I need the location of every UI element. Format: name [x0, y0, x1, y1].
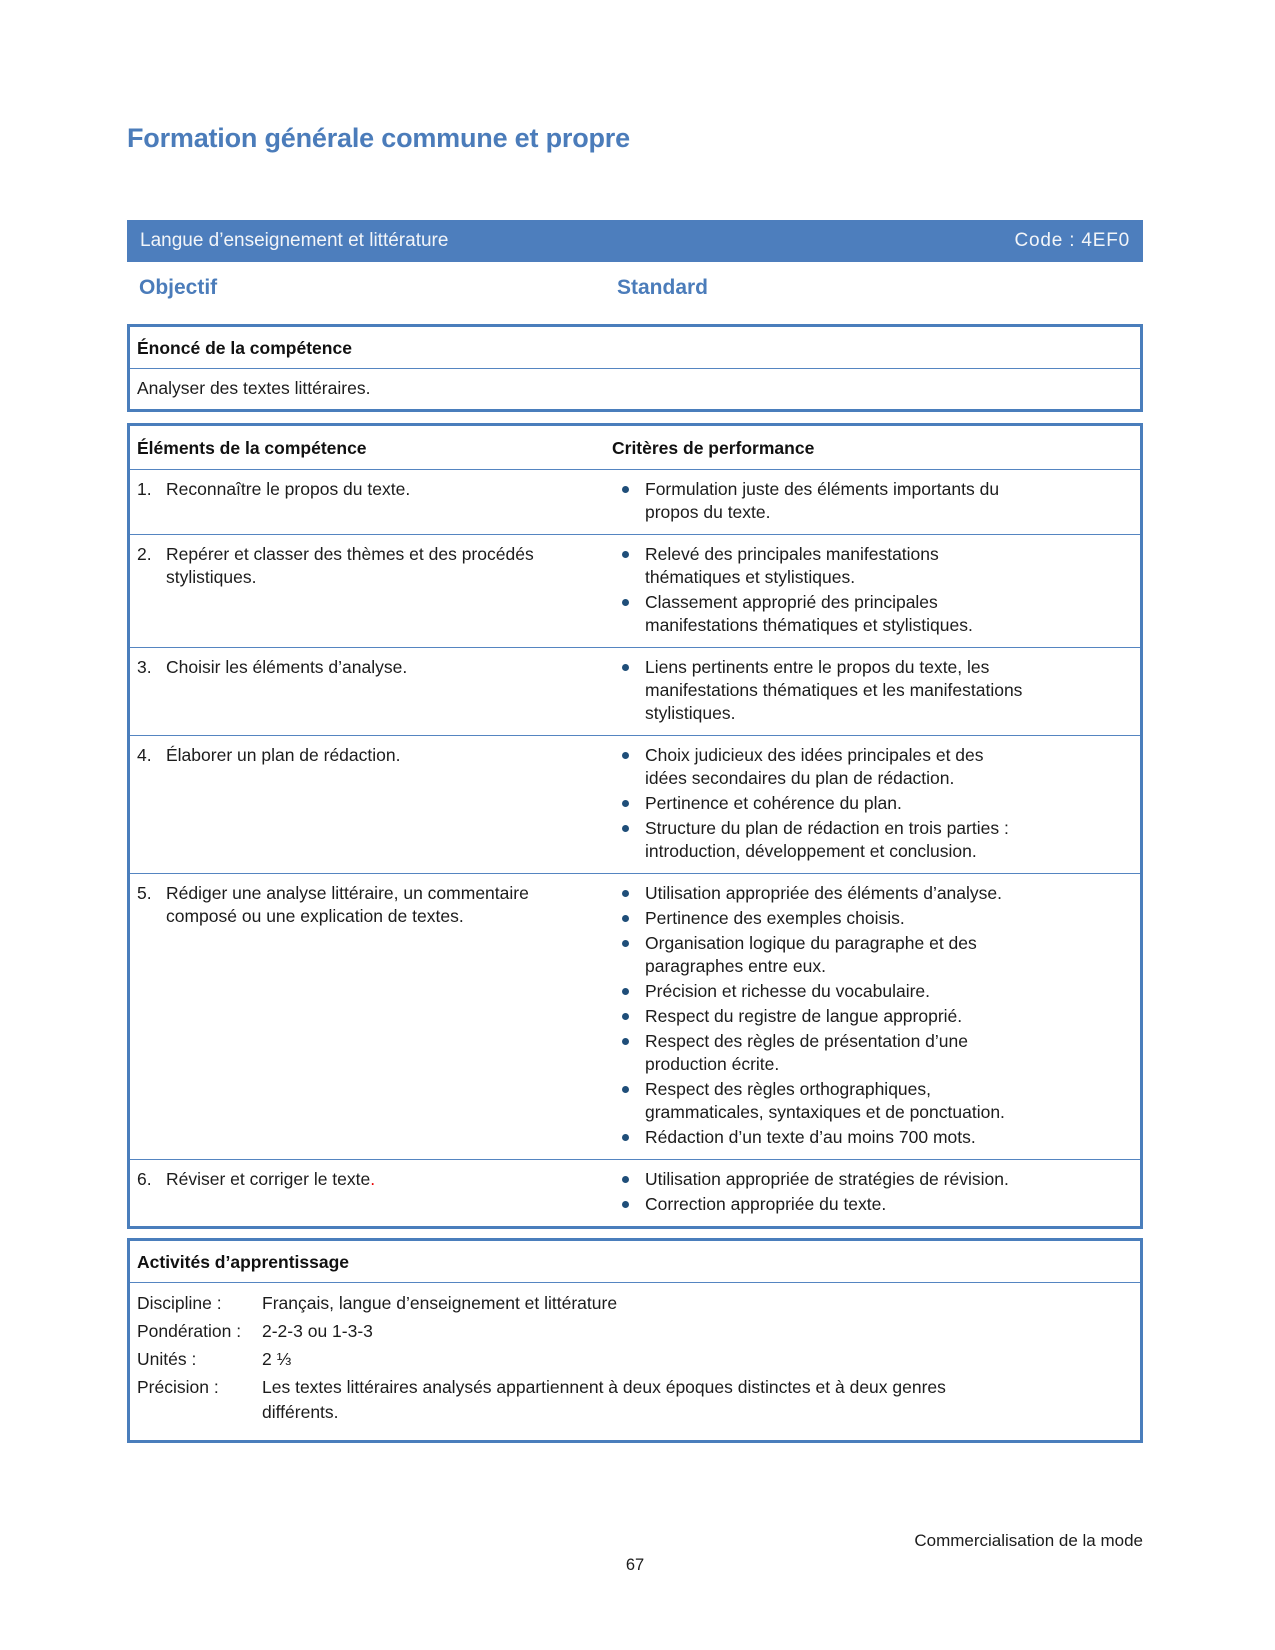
table-header-row [130, 426, 1140, 470]
element-text: Repérer et classer des thèmes et des procédés stylistiques. [166, 544, 534, 587]
criteria-list [612, 543, 1140, 637]
activity-value: Français, langue d’enseignement et littérature [262, 1293, 618, 1313]
red-period: . [370, 1169, 376, 1189]
element-number: 3. [137, 657, 152, 677]
activity-value: 2-2-3 ou 1-3-3 [262, 1321, 373, 1341]
criterion: Respect des règles de présentation d’une production écrite. [612, 1030, 1140, 1076]
criterion: Respect du registre de langue approprié. [612, 1005, 1140, 1028]
activity-row [137, 1291, 1130, 1316]
table-row [130, 1160, 1140, 1226]
standard-heading: Standard [617, 276, 709, 299]
table-row [130, 874, 1140, 1160]
criterion: Utilisation appropriée de stratégies de révision. [612, 1168, 1140, 1191]
element-cell [130, 874, 612, 1159]
enonce-header: Énoncé de la compétence [130, 327, 1140, 369]
footer-program-name: Commercialisation de la mode [914, 1531, 1143, 1550]
criterion: Correction appropriée du texte. [612, 1193, 1140, 1216]
element-text: Réviser et corriger le texte. [166, 1169, 376, 1189]
activity-label: Pondération : [137, 1321, 242, 1341]
activities-content [130, 1283, 1140, 1440]
page-number: 67 [625, 1556, 645, 1574]
activity-label: Précision : [137, 1377, 219, 1397]
activity-row [137, 1375, 1130, 1425]
element-text: Reconnaître le propos du texte. [166, 479, 411, 499]
course-name: Langue d’enseignement et littérature [140, 230, 449, 251]
element-number: 4. [137, 745, 152, 765]
criterion: Classement approprié des principales manifestations thématiques et stylistiques. [612, 591, 1140, 637]
table-row [130, 535, 1140, 648]
element-text: Choisir les éléments d’analyse. [166, 657, 408, 677]
element-number: 6. [137, 1169, 152, 1189]
element-number: 5. [137, 883, 152, 903]
element-number: 1. [137, 479, 152, 499]
page-title: Formation générale commune et propre [127, 123, 630, 153]
criterion: Choix judicieux des idées principales et des idées secondaires du plan de rédaction. [612, 744, 1140, 790]
criteria-cell [612, 1160, 1140, 1226]
criteria-list [612, 1168, 1140, 1216]
criterion: Rédaction d’un texte d’au moins 700 mots. [612, 1126, 1140, 1149]
activity-label: Discipline : [137, 1293, 222, 1313]
activity-value: Les textes littéraires analysés appartiennent à deux époques distinctes et à deux genres différents. [262, 1377, 946, 1422]
element-cell [130, 1160, 612, 1226]
elements-header: Éléments de la compétence [137, 438, 367, 458]
criteres-header: Critères de performance [612, 438, 815, 458]
table-row [130, 470, 1140, 535]
activity-value: 2 ⅓ [262, 1349, 292, 1369]
course-header-bar [127, 220, 1143, 262]
activities-box [127, 1238, 1143, 1443]
criteria-cell [612, 874, 1140, 1159]
criteria-list [612, 656, 1140, 725]
table-row [130, 648, 1140, 736]
activities-header: Activités d’apprentissage [130, 1241, 1140, 1283]
element-text: Élaborer un plan de rédaction. [166, 745, 401, 765]
element-cell [130, 648, 612, 735]
element-cell [130, 736, 612, 873]
criterion: Formulation juste des éléments importants du propos du texte. [612, 478, 1140, 524]
element-text: Rédiger une analyse littéraire, un commentaire composé ou une explication de textes. [166, 883, 529, 926]
table-row [130, 736, 1140, 874]
enonce-statement: Analyser des textes littéraires. [137, 378, 371, 398]
objectif-heading: Objectif [139, 276, 218, 299]
criterion: Respect des règles orthographiques, grammaticales, syntaxiques et de ponctuation. [612, 1078, 1140, 1124]
criteria-cell [612, 535, 1140, 647]
element-number: 2. [137, 544, 152, 564]
criterion: Pertinence des exemples choisis. [612, 907, 1140, 930]
criteria-cell [612, 470, 1140, 534]
criterion: Utilisation appropriée des éléments d’analyse. [612, 882, 1140, 905]
course-code: Code : 4EF0 [1014, 230, 1130, 251]
element-cell [130, 470, 612, 534]
activity-row [137, 1347, 1130, 1372]
competence-table [127, 423, 1143, 1229]
activity-row [137, 1319, 1130, 1344]
criteria-cell [612, 648, 1140, 735]
criterion: Pertinence et cohérence du plan. [612, 792, 1140, 815]
criteria-list [612, 744, 1140, 863]
criterion: Liens pertinents entre le propos du texte, les manifestations thématiques et les manifestations stylistiques. [612, 656, 1140, 725]
criterion: Précision et richesse du vocabulaire. [612, 980, 1140, 1003]
column-headings [127, 276, 1143, 302]
criteria-cell [612, 736, 1140, 873]
table-rows [130, 470, 1140, 1226]
element-cell [130, 535, 612, 647]
enonce-box [127, 324, 1143, 412]
criterion: Organisation logique du paragraphe et des paragraphes entre eux. [612, 932, 1140, 978]
criterion: Structure du plan de rédaction en trois parties : introduction, développement et conclusion. [612, 817, 1140, 863]
criterion: Relevé des principales manifestations thématiques et stylistiques. [612, 543, 1140, 589]
activity-label: Unités : [137, 1349, 197, 1369]
criteria-list [612, 478, 1140, 524]
criteria-list [612, 882, 1140, 1149]
